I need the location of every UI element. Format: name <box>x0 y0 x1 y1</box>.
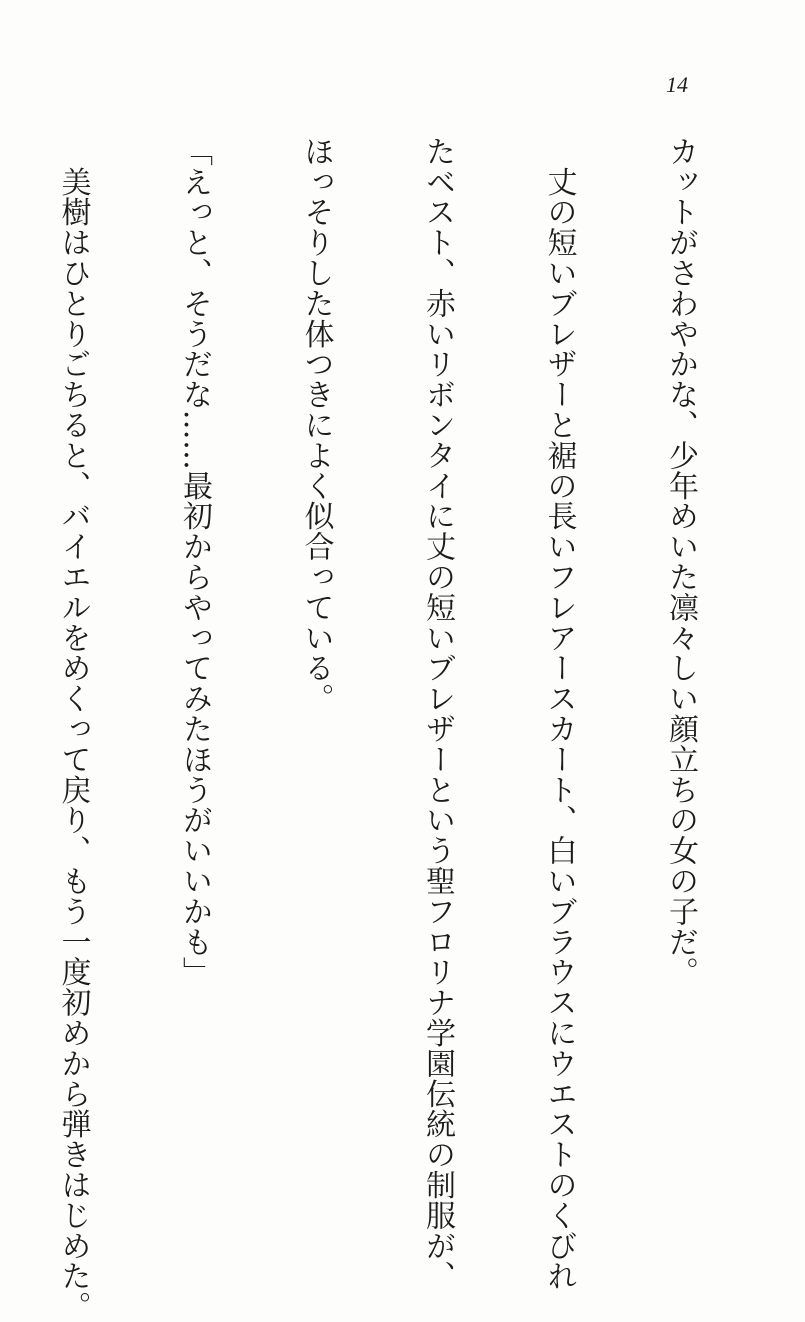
page-number: 14 <box>666 72 688 97</box>
text-column: カットがさわやかな、少年めいた凛々しい顔立ちの女の子だ。 <box>663 136 698 988</box>
text-column: ほっそりした体つきによく似合っている。 <box>298 136 334 714</box>
vertical-text-body <box>0 136 781 1322</box>
text-column: たベスト、赤いリボンタイに丈の短いブレザーという聖フロリナ学園伝統の制服が、 <box>420 136 455 1292</box>
text-column: 丈の短いブレザーと裾の長いフレアースカート、白いブラウスにウエストのくびれ <box>541 136 577 1292</box>
text-column: 美樹はひとりごちると、バイエルをめくって戻り、もう一度初めから弾きはじめた。 <box>55 136 91 1322</box>
text-column: 「えっと、そうだな……最初からやってみたほうがいいかも」 <box>177 136 212 988</box>
